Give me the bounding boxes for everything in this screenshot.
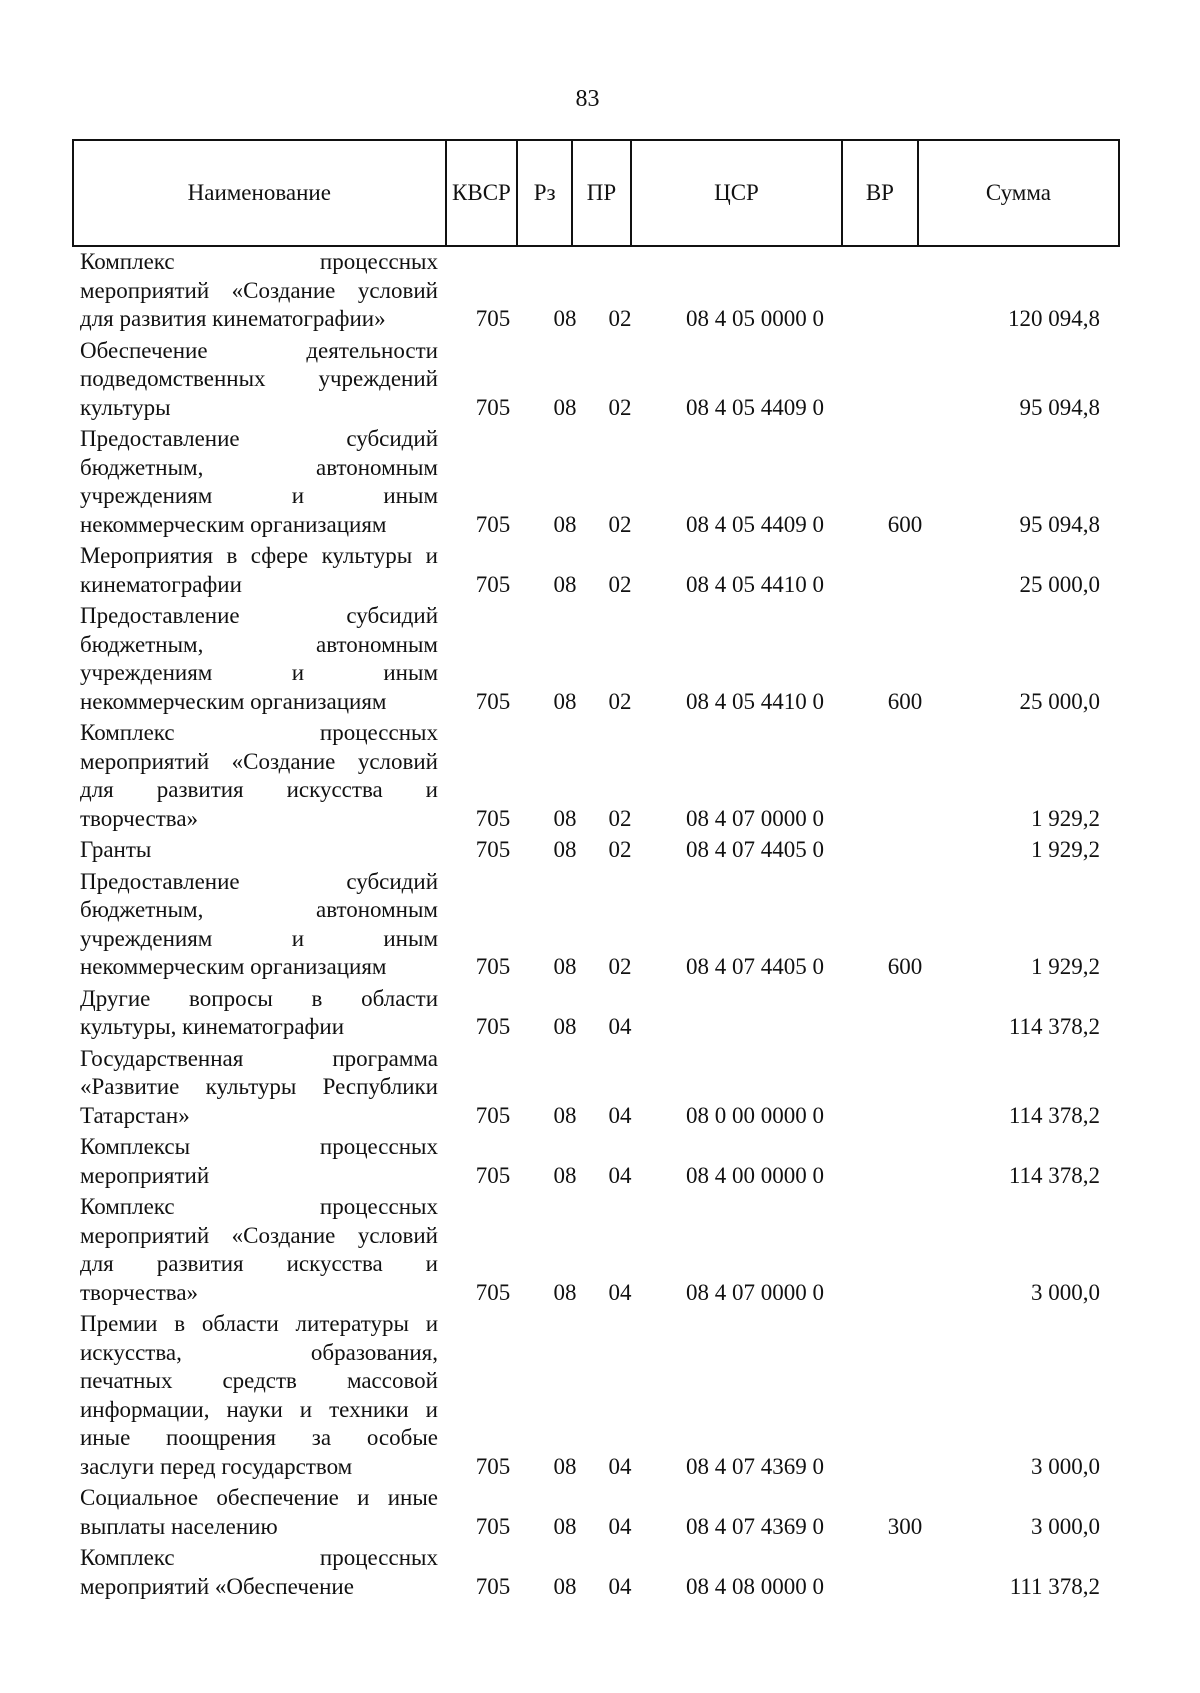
row-name-line: для развития кинематографии» — [80, 306, 386, 331]
row-name — [80, 1133, 438, 1190]
row-pr: 04 — [608, 1162, 632, 1188]
row-sum: 3 000,0 — [1031, 1453, 1100, 1479]
row-pr: 02 — [608, 837, 632, 862]
row-pr: 04 — [608, 1453, 632, 1479]
row-vr: 600 — [887, 511, 923, 537]
row-name — [80, 337, 438, 423]
row-kvsr: 705 — [475, 1279, 511, 1305]
row-name-line: выплаты населению — [80, 1513, 278, 1539]
row-rz: 08 — [553, 1014, 577, 1039]
row-name — [80, 719, 438, 833]
row-sum: 1 929,2 — [1031, 837, 1100, 862]
row-name-line: бюджетным, автономным — [80, 631, 438, 657]
row-name-line: Комплекс процессных — [80, 249, 438, 274]
table-body — [80, 248, 1120, 1604]
row-sum: 114 378,2 — [1008, 1162, 1100, 1188]
row-pr: 04 — [608, 1513, 632, 1539]
row-name-line: некоммерческим организациям — [80, 688, 387, 714]
row-name — [80, 985, 438, 1042]
page-number: 83 — [575, 86, 600, 112]
row-sum: 114 378,2 — [1008, 1102, 1100, 1128]
row-name — [80, 542, 438, 599]
row-csr: 08 4 07 4405 0 — [686, 837, 824, 862]
row-csr: 08 4 07 4369 0 — [686, 1453, 824, 1479]
row-name-line: мероприятий «Создание условий — [80, 1222, 438, 1248]
row-rz: 08 — [553, 1573, 577, 1599]
row-pr: 02 — [608, 394, 632, 420]
row-sum: 3 000,0 — [1031, 1513, 1100, 1539]
row-name-line: кинематографии — [80, 571, 242, 597]
row-name-line: Предоставление субсидий — [80, 426, 438, 451]
row-name-line: печатных средств массовой — [80, 1368, 438, 1393]
row-pr: 02 — [608, 805, 632, 831]
row-rz: 08 — [553, 805, 577, 831]
row-pr: 02 — [608, 306, 632, 331]
row-name-line: бюджетным, автономным — [80, 454, 438, 480]
row-kvsr: 705 — [475, 1573, 511, 1599]
row-kvsr: 705 — [475, 837, 511, 862]
row-name — [80, 868, 438, 982]
row-kvsr: 705 — [475, 571, 511, 597]
row-pr: 02 — [608, 688, 632, 714]
row-rz: 08 — [553, 571, 577, 597]
row-name-line: творчества» — [80, 1279, 199, 1305]
row-name-line: Татарстан» — [80, 1102, 190, 1128]
row-name-line: информации, науки и техники и — [80, 1396, 438, 1422]
row-csr: 08 4 07 0000 0 — [686, 805, 824, 831]
row-name-line: иные поощрения за особые — [80, 1425, 438, 1450]
row-name-line: для развития искусства и — [80, 1251, 438, 1276]
row-name-line: творчества» — [80, 805, 199, 831]
table-row — [80, 836, 1120, 865]
row-name-line: Государственная программа — [80, 1045, 438, 1071]
row-pr: 04 — [608, 1014, 632, 1039]
row-vr: 600 — [887, 954, 923, 979]
header-kvsr: КВСР — [447, 141, 519, 245]
row-pr: 02 — [608, 954, 632, 979]
row-name — [80, 1310, 438, 1481]
row-vr: 600 — [887, 688, 923, 714]
row-sum: 111 378,2 — [1009, 1573, 1100, 1599]
row-name-line: учреждениям и иным — [80, 660, 438, 685]
table-row — [80, 868, 1120, 982]
row-name-line: мероприятий — [80, 1162, 210, 1188]
header-pr: ПР — [573, 141, 632, 245]
row-pr: 02 — [608, 511, 632, 537]
row-name-line: Комплекс процессных — [80, 1545, 438, 1570]
row-csr: 08 4 08 0000 0 — [686, 1573, 824, 1599]
table-row — [80, 1045, 1120, 1131]
row-name-line: заслуги перед государством — [80, 1453, 353, 1479]
row-name-line: Предоставление субсидий — [80, 868, 438, 894]
row-name-line: учреждениям и иным — [80, 925, 438, 951]
row-csr: 08 0 00 0000 0 — [686, 1102, 824, 1128]
row-sum: 3 000,0 — [1031, 1279, 1100, 1305]
row-name-line: Комплексы процессных — [80, 1134, 438, 1159]
table-row — [80, 425, 1120, 539]
row-kvsr: 705 — [475, 954, 511, 979]
row-rz: 08 — [553, 1162, 577, 1188]
row-name — [80, 425, 438, 539]
row-name — [80, 248, 438, 334]
row-name-line: мероприятий «Обеспечение — [80, 1573, 354, 1599]
row-sum: 114 378,2 — [1008, 1014, 1100, 1039]
row-sum: 1 929,2 — [1031, 805, 1100, 831]
table-row — [80, 719, 1120, 833]
row-rz: 08 — [553, 511, 577, 537]
table-header — [72, 139, 1120, 247]
table-row — [80, 337, 1120, 423]
row-csr: 08 4 07 4369 0 — [686, 1513, 824, 1539]
row-csr: 08 4 07 4405 0 — [686, 954, 824, 979]
row-rz: 08 — [553, 306, 577, 331]
row-name-line: подведомственных учреждений — [80, 366, 438, 391]
row-name-line: Предоставление субсидий — [80, 603, 438, 628]
row-name — [80, 1193, 438, 1307]
row-kvsr: 705 — [475, 1014, 511, 1039]
table-row — [80, 985, 1120, 1042]
row-rz: 08 — [553, 1279, 577, 1305]
row-name-line: учреждениям и иным — [80, 483, 438, 508]
row-name-line: Комплекс процессных — [80, 1194, 438, 1219]
row-sum: 25 000,0 — [1019, 688, 1100, 714]
row-name-line: культуры — [80, 394, 171, 420]
row-kvsr: 705 — [475, 688, 511, 714]
row-name — [80, 1484, 438, 1541]
header-vr: ВР — [843, 141, 919, 245]
header-csr: ЦСР — [632, 141, 843, 245]
row-kvsr: 705 — [475, 1102, 511, 1128]
row-rz: 08 — [553, 1453, 577, 1479]
row-name-line: для развития искусства и — [80, 777, 438, 802]
row-csr: 08 4 00 0000 0 — [686, 1162, 824, 1188]
table-row — [80, 248, 1120, 334]
row-pr: 04 — [608, 1102, 632, 1128]
row-vr: 300 — [887, 1513, 923, 1539]
row-csr: 08 4 05 4410 0 — [686, 688, 824, 714]
row-sum: 95 094,8 — [1019, 511, 1100, 537]
header-sum: Сумма — [985, 180, 1051, 205]
row-kvsr: 705 — [475, 1453, 511, 1479]
table-row — [80, 602, 1120, 716]
row-name-line: некоммерческим организациям — [80, 511, 387, 537]
row-name-line: искусства, образования, — [80, 1339, 438, 1365]
table-row — [80, 1310, 1120, 1481]
row-csr: 08 4 05 4409 0 — [686, 394, 824, 420]
row-name — [80, 602, 438, 716]
row-kvsr: 705 — [475, 805, 511, 831]
row-csr: 08 4 05 4410 0 — [686, 571, 824, 597]
row-kvsr: 705 — [475, 394, 511, 420]
row-pr: 04 — [608, 1573, 632, 1599]
row-name-line: Другие вопросы в области — [80, 985, 438, 1011]
row-rz: 08 — [553, 954, 577, 979]
row-rz: 08 — [553, 688, 577, 714]
row-name-line: Комплекс процессных — [80, 720, 438, 745]
row-rz: 08 — [553, 837, 577, 862]
row-csr: 08 4 05 4409 0 — [686, 511, 824, 537]
row-kvsr: 705 — [475, 306, 511, 331]
table-row — [80, 1484, 1120, 1541]
row-sum: 95 094,8 — [1019, 394, 1100, 420]
header-rz: Рз — [518, 141, 573, 245]
row-name-line: Обеспечение деятельности — [80, 337, 438, 363]
row-name-line: Премии в области литературы и — [80, 1311, 438, 1336]
row-name-line: Мероприятия в сфере культуры и — [80, 543, 438, 568]
row-name-line: Гранты — [80, 837, 152, 862]
table-row — [80, 542, 1120, 599]
table-row — [80, 1133, 1120, 1190]
row-rz: 08 — [553, 1102, 577, 1128]
row-name-line: бюджетным, автономным — [80, 897, 438, 922]
row-name — [80, 1045, 438, 1131]
row-kvsr: 705 — [475, 1162, 511, 1188]
row-name-line: мероприятий «Создание условий — [80, 748, 438, 774]
row-csr: 08 4 07 0000 0 — [686, 1279, 824, 1305]
row-name-line: культуры, кинематографии — [80, 1014, 345, 1039]
row-name-line: «Развитие культуры Республики — [80, 1074, 438, 1099]
row-sum: 120 094,8 — [1008, 306, 1100, 331]
row-pr: 02 — [608, 571, 632, 597]
row-csr: 08 4 05 0000 0 — [686, 306, 824, 331]
header-name: Наименование — [74, 141, 447, 245]
row-kvsr: 705 — [475, 1513, 511, 1539]
row-name — [80, 1544, 438, 1601]
row-sum: 25 000,0 — [1019, 571, 1100, 597]
row-kvsr: 705 — [475, 511, 511, 537]
row-pr: 04 — [608, 1279, 632, 1305]
table-row — [80, 1544, 1120, 1601]
row-name-line: Социальное обеспечение и иные — [80, 1485, 438, 1510]
row-name-line: некоммерческим организациям — [80, 954, 387, 979]
row-name — [80, 836, 438, 865]
row-sum: 1 929,2 — [1031, 954, 1100, 979]
row-name-line: мероприятий «Создание условий — [80, 277, 438, 303]
table-row — [80, 1193, 1120, 1307]
row-rz: 08 — [553, 394, 577, 420]
row-rz: 08 — [553, 1513, 577, 1539]
